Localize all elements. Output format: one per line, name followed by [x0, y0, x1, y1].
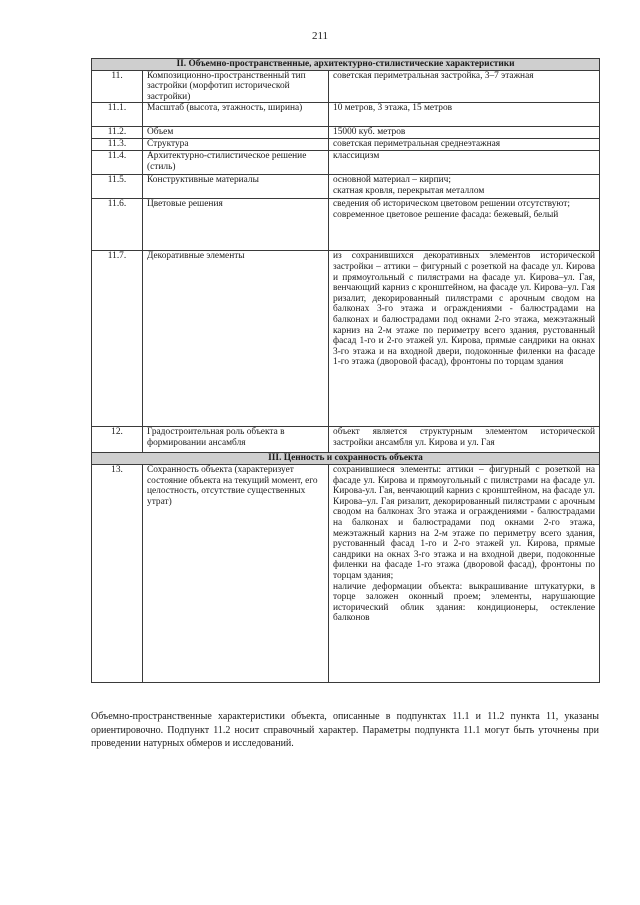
- table-row: [92, 199, 600, 251]
- row-name: Архитектурно-стилистическое решение (стиль): [143, 151, 329, 175]
- table-row: [92, 127, 600, 139]
- row-value-line: современное цветовое решение фасада: бежевый, белый: [333, 209, 559, 220]
- row-value: [329, 464, 600, 682]
- row-value-line: основной материал – кирпич;: [333, 175, 451, 186]
- row-value: советская периметральная среднеэтажная: [329, 139, 600, 151]
- row-name: Структура: [143, 139, 329, 151]
- row-name: Декоративные элементы: [143, 251, 329, 427]
- row-name: Конструктивные материалы: [143, 175, 329, 199]
- row-number: 11.3.: [92, 139, 143, 151]
- row-name: Сохранность объекта (характеризует состояние объекта на текущий момент, его целостность, отсутствие существенных утрат): [143, 464, 329, 682]
- row-value: объект является структурным элементом исторической застройки ансамбля ул. Кирова и ул. Гая: [329, 427, 600, 453]
- section-2-title: II. Объемно-пространственные, архитектурно-стилистические характеристики: [92, 59, 600, 71]
- row-number: 12.: [92, 427, 143, 453]
- row-number: 11.6.: [92, 199, 143, 251]
- table-row: [92, 464, 600, 682]
- table-row: [92, 175, 600, 199]
- row-value: советская периметральная застройка, 3–7 этажная: [329, 70, 600, 103]
- table-row: [92, 139, 600, 151]
- row-number: 11.: [92, 70, 143, 103]
- row-value: [329, 199, 600, 251]
- table-row: [92, 251, 600, 427]
- row-value: 10 метров, 3 этажа, 15 метров: [329, 103, 600, 127]
- table-row: [92, 70, 600, 103]
- table-row: [92, 103, 600, 127]
- row-number: 11.4.: [92, 151, 143, 175]
- row-value-line: наличие деформации объекта: выкрашивание штукатурки, в торце заложен оконный проем; элементы, нарушающие исторический облик здания: кондиционеры, остекление балконов: [333, 581, 596, 624]
- characteristics-table: [91, 58, 600, 683]
- row-number: 11.1.: [92, 103, 143, 127]
- row-value: из сохранившихся декоративных элементов исторической застройки – аттики – фигурный с розеткой на фасаде ул. Кирова и прямоугольный с пилястрами на фасаде ул. Кирова–ул. Гая, венчающий карниз с кронштейном, на фасаде ул. Кирова–ул. Гая ризалит, декорированный пилястрами с арочным сводом на балконах 3-го этажа и ограждениями - балюстрадами на балконах и балюстрадами под окнами 2-го этажа, межэтажный карниз на 2-м этаже по периметру всего здания, рустованный фасад 1-го и 2-го этажей ул. Кирова, прямые сандрики на окнах 3-го этажа и на входной двери, подоконные филенки на фасаде 1-го этажа (дворовой фасад), фронтоны по торцам здания: [329, 251, 600, 427]
- row-number: 13.: [92, 464, 143, 682]
- table-row: [92, 151, 600, 175]
- page-number: 211: [311, 30, 329, 42]
- row-name: Масштаб (высота, этажность, ширина): [143, 103, 329, 127]
- row-value: классицизм: [329, 151, 600, 175]
- row-name: Композиционно-пространственный тип застройки (морфотип исторической застройки): [143, 70, 329, 103]
- row-value: [329, 175, 600, 199]
- section-header-row: [92, 453, 600, 465]
- footnote-paragraph: Объемно-пространственные характеристики объекта, описанные в подпунктах 11.1 и 11.2 пункта 11, указаны ориентировочно. Подпункт 11.2 носит справочный характер. Параметры подпункта 11.1 могут быть уточнены при проведении натурных обмеров и исследований.: [91, 711, 599, 749]
- row-number: 11.2.: [92, 127, 143, 139]
- row-name: Объем: [143, 127, 329, 139]
- row-value-line: скатная кровля, перекрытая металлом: [333, 185, 485, 196]
- row-value-line: сведения об историческом цветовом решении отсутствуют;: [333, 199, 570, 210]
- section-header-row: [92, 59, 600, 71]
- row-number: 11.5.: [92, 175, 143, 199]
- row-number: 11.7.: [92, 251, 143, 427]
- table-row: [92, 427, 600, 453]
- section-3-title: III. Ценность и сохранность объекта: [92, 453, 600, 465]
- row-name: Градостроительная роль объекта в формировании ансамбля: [143, 427, 329, 453]
- row-value-line: сохранившиеся элементы: аттики – фигурный с розеткой на фасаде ул. Кирова и прямоугольный с пилястрами на фасаде ул. Кирова-ул. Гая, венчающий карниз с кронштейном, на фасаде ул. Кирова–ул. Гая ризалит, декорированный пилястрами с арочным сводом на балконах 3го этажа и ограждениями - балюстрадами на балконах и балюстрадами под окнами 2-го этажа, межэтажный карниз на 2-м этаже по периметру всего здания, рустованный фасад 1-го и 2-го этажей ул. Кирова, прямые сандрики на окнах 3-го этажа и на входной двери, подоконные филенки на фасаде 1-го этажа (дворовой фасад), фронтоны по торцам здания;: [333, 464, 596, 581]
- row-value: 15000 куб. метров: [329, 127, 600, 139]
- row-name: Цветовые решения: [143, 199, 329, 251]
